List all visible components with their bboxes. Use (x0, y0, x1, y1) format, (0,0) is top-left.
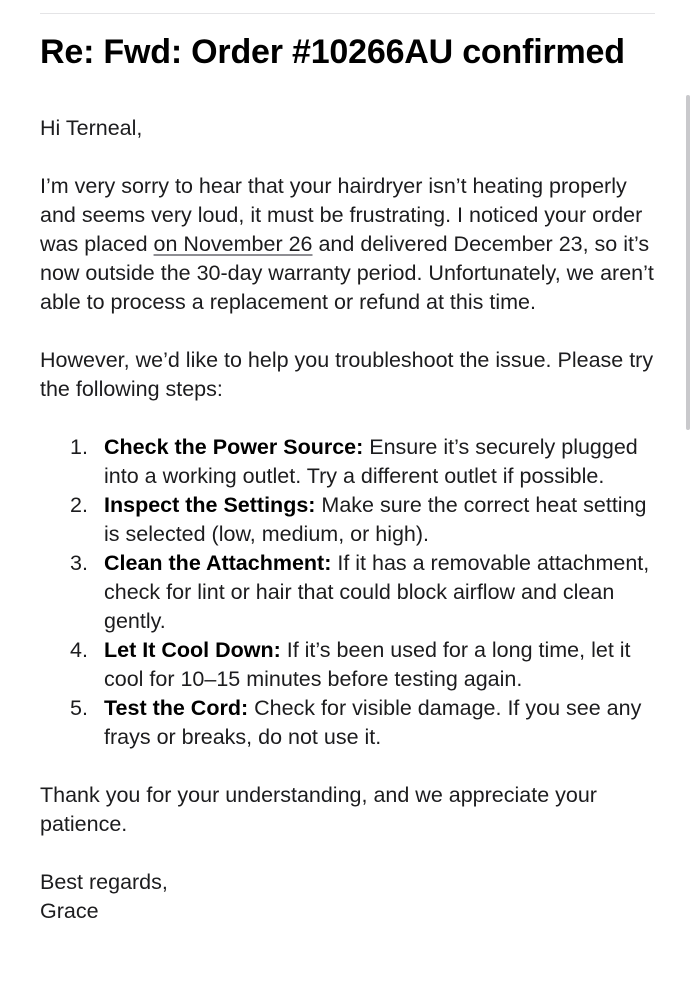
step-number: 5. (70, 696, 88, 720)
step-title: Check the Power Source: (104, 435, 364, 459)
step-number: 4. (70, 638, 88, 662)
step-title: Test the Cord: (104, 696, 249, 720)
step-number: 2. (70, 493, 88, 517)
step-text: Ensure it’s securely plugged into a working outlet. Try a different outlet if possible. (104, 435, 638, 488)
email-greeting: Hi Terneal, (40, 116, 143, 140)
step-item (40, 491, 660, 549)
step-text: Check for visible damage. If you see any frays or breaks, do not use it. (104, 696, 642, 749)
step-title: Let It Cool Down: (104, 638, 281, 662)
paragraph-text: I’m very sorry to hear that your hairdryer isn’t heating properly and seems very loud, it must be frustrating. I noticed your order was placed (40, 174, 643, 256)
order-date-link[interactable]: on November 26 (153, 232, 313, 256)
step-text: If it has a removable attachment, check for lint or hair that could block airflow and clean gently. (104, 551, 650, 633)
email-signoff: Best regards, (40, 870, 168, 894)
paragraph-text: and delivered December 23, so it’s now outside the 30-day warranty period. Unfortunately, we aren’t able to process a replacement or refund at this time. (40, 232, 654, 314)
email-paragraph-warranty (40, 172, 660, 317)
step-text: Make sure the correct heat setting is selected (low, medium, or high). (104, 493, 647, 546)
step-title: Clean the Attachment: (104, 551, 332, 575)
email-subject: Re: Fwd: Order #10266AU confirmed (40, 33, 625, 71)
step-title: Inspect the Settings: (104, 493, 316, 517)
step-item (40, 636, 660, 694)
step-number: 3. (70, 551, 88, 575)
troubleshooting-steps-list (40, 433, 660, 752)
step-item (40, 433, 660, 491)
step-text: If it’s been used for a long time, let it cool for 10–15 minutes before testing again. (104, 638, 631, 691)
email-closing: Thank you for your understanding, and we appreciate your patience. (40, 783, 597, 836)
step-number: 1. (70, 435, 88, 459)
top-divider (40, 13, 655, 14)
scrollbar[interactable] (686, 95, 690, 430)
email-body (40, 114, 660, 926)
email-paragraph-troubleshoot: However, we’d like to help you troubleshoot the issue. Please try the following steps: (40, 348, 654, 401)
step-item (40, 694, 660, 752)
step-item (40, 549, 660, 636)
email-signature: Grace (40, 899, 99, 923)
